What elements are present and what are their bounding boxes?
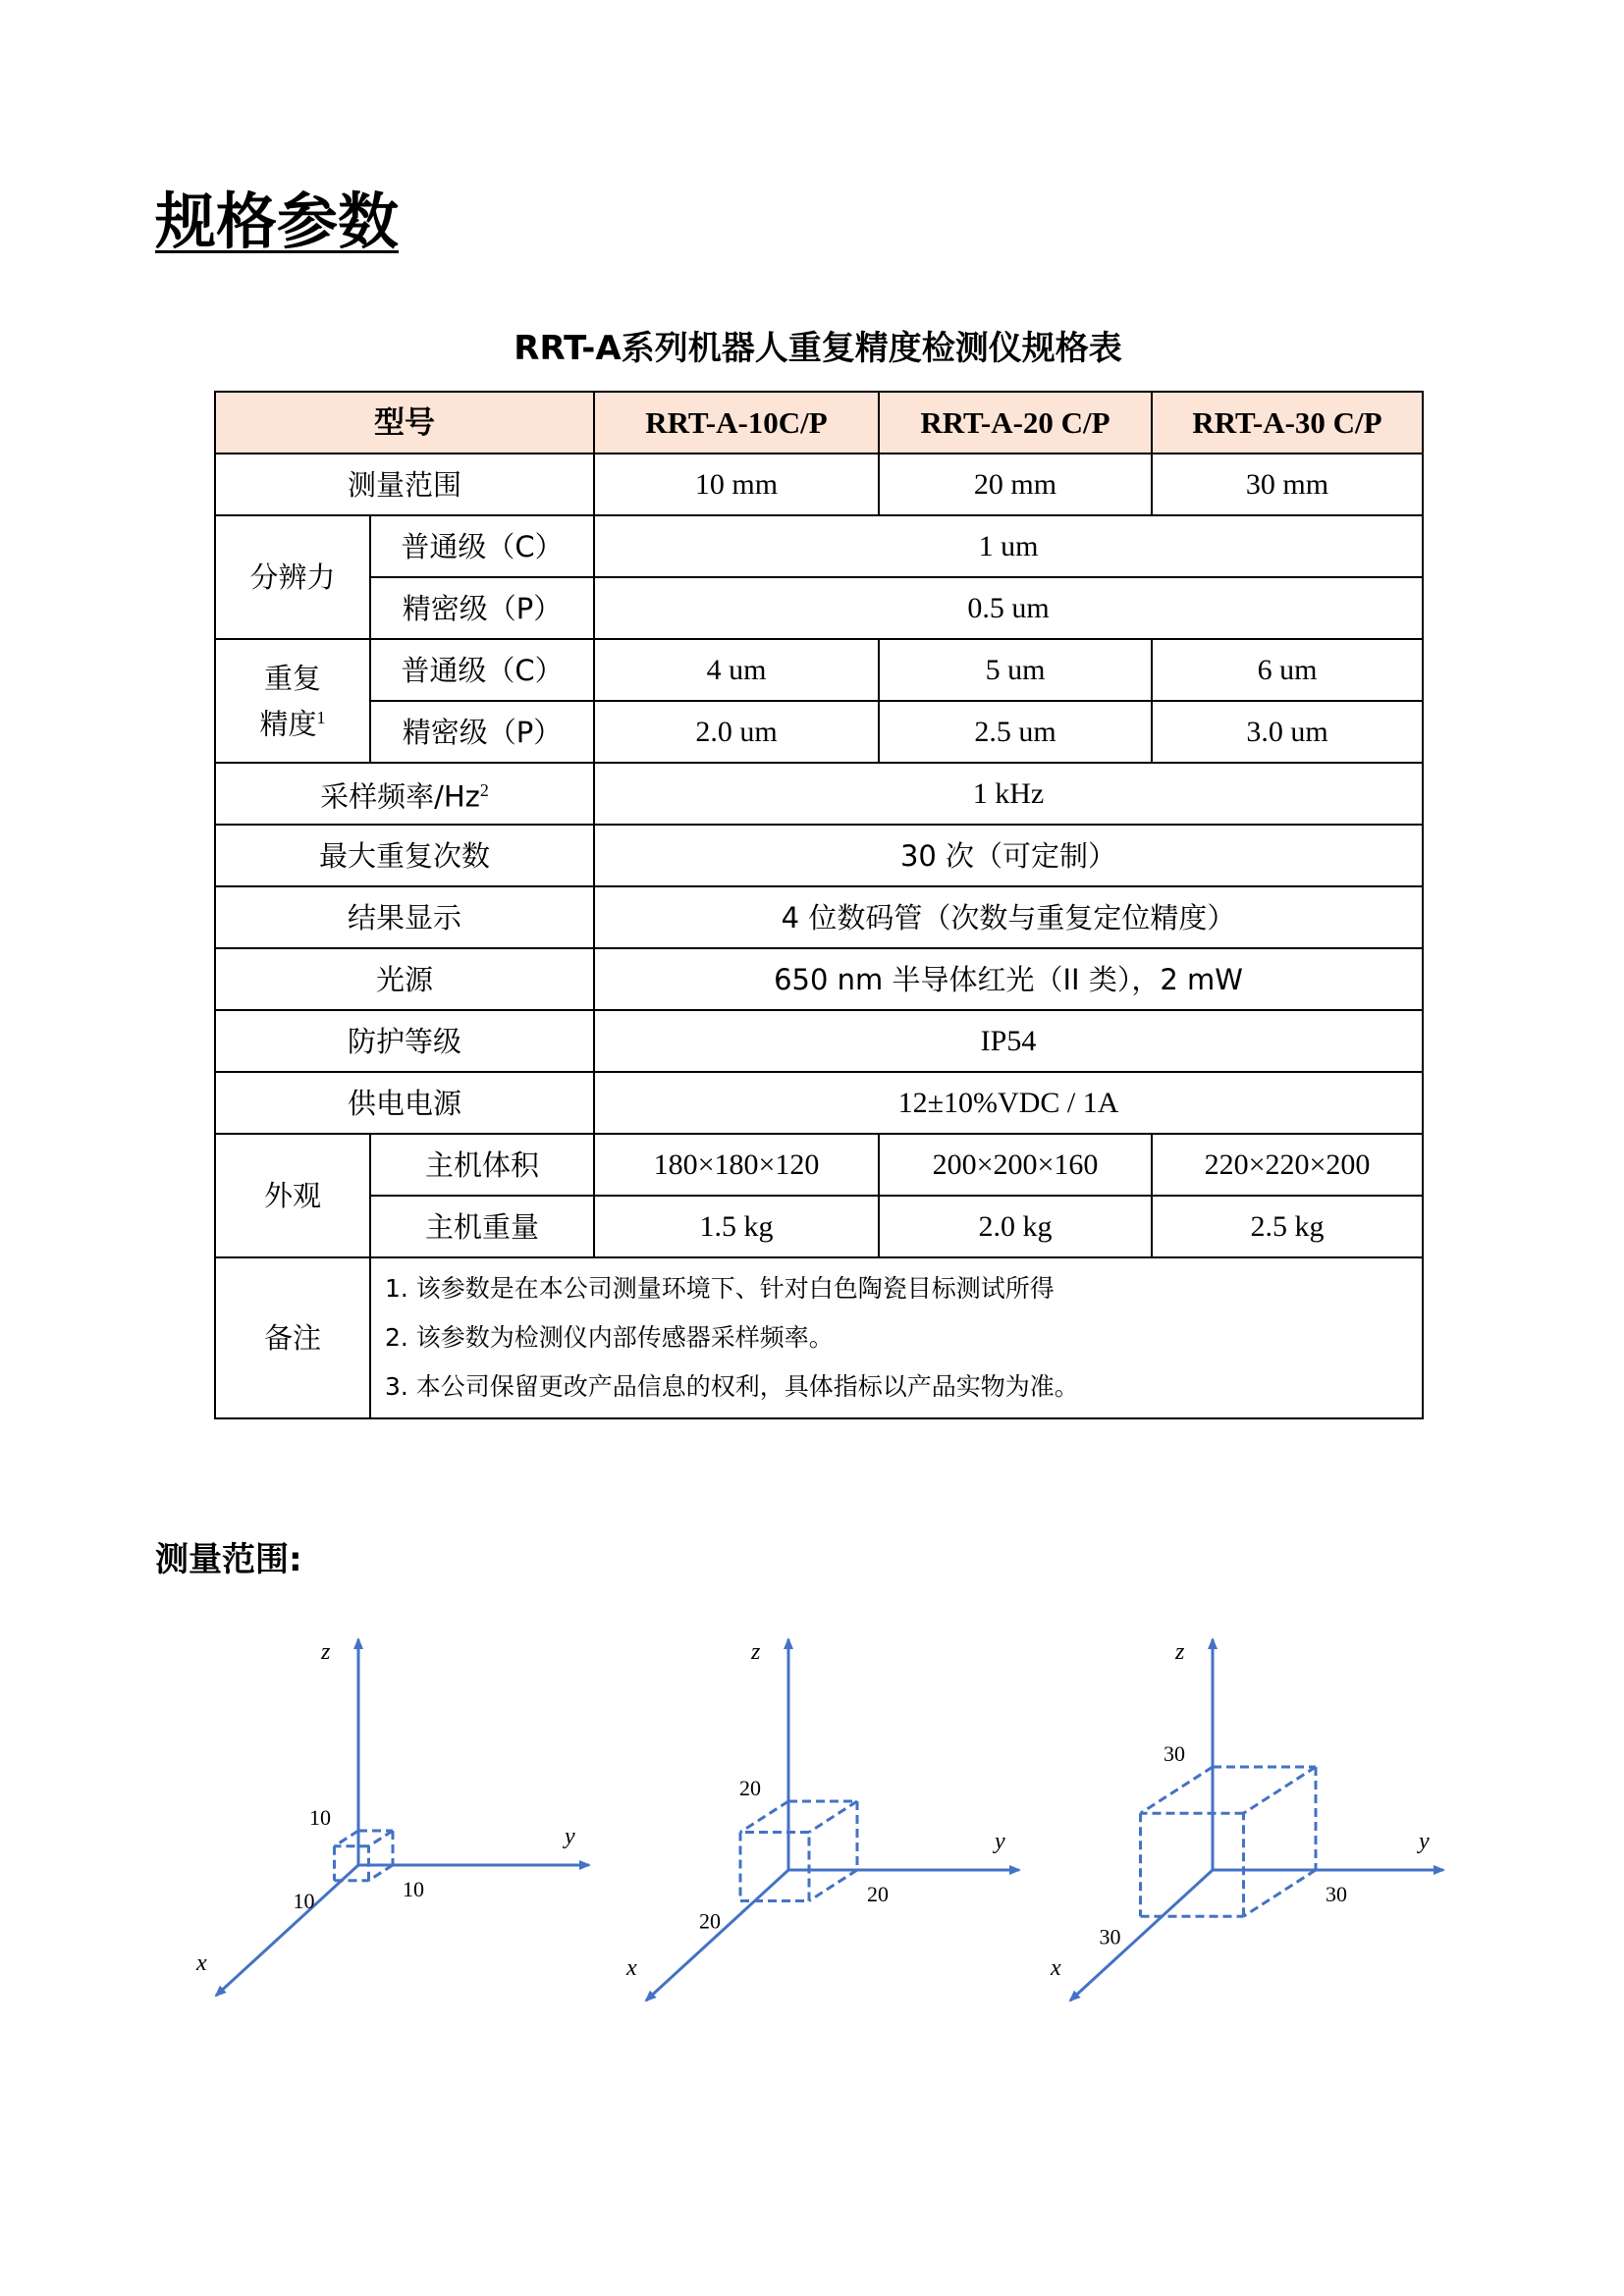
header-model-20: RRT-A-20 C/P <box>879 392 1152 454</box>
z-dimension-label: 30 <box>1164 1741 1185 1766</box>
sampling-footnote: 2 <box>479 780 489 801</box>
x-axis-label: x <box>626 1955 637 1981</box>
z-axis-label: z <box>321 1639 331 1665</box>
protection-value: IP54 <box>594 1010 1423 1072</box>
volume-10: 180×180×120 <box>594 1134 879 1196</box>
measure-range-10: 10 mm <box>594 454 879 515</box>
light-source-value: 650 nm 半导体红光（II 类），2 mW <box>594 948 1423 1010</box>
light-source-label: 光源 <box>215 948 594 1010</box>
header-model-10: RRT-A-10C/P <box>594 392 879 454</box>
header-model-label: 型号 <box>215 392 594 454</box>
diagram-30 <box>1050 1639 1443 2001</box>
y-axis-label: y <box>995 1829 1005 1854</box>
y-axis-label: y <box>1419 1829 1430 1854</box>
diagram-20 <box>625 1639 1019 2001</box>
z-dimension-label: 10 <box>309 1805 331 1830</box>
repeatability-normal-label: 普通级（C） <box>370 639 594 701</box>
repeatability-precise-label: 精密级（P） <box>370 701 594 763</box>
display-value: 4 位数码管（次数与重复定位精度） <box>594 886 1423 948</box>
volume-label: 主机体积 <box>370 1134 594 1196</box>
measure-range-20: 20 mm <box>879 454 1152 515</box>
x-dimension-label: 10 <box>293 1888 315 1913</box>
x-axis-label: x <box>1051 1955 1061 1981</box>
z-axis-label: z <box>1175 1639 1185 1665</box>
measure-range-label: 测量范围 <box>215 454 594 515</box>
z-dimension-label: 20 <box>739 1776 761 1800</box>
max-repeats-label: 最大重复次数 <box>215 825 594 886</box>
cube-edge <box>1141 1767 1214 1813</box>
cube-edge <box>1244 1870 1317 1916</box>
cube-edge <box>1244 1767 1317 1813</box>
measure-range-30: 30 mm <box>1152 454 1423 515</box>
repeatability-label-line1: 重复 <box>263 661 321 695</box>
resolution-normal-label: 普通级（C） <box>370 515 594 577</box>
power-label: 供电电源 <box>215 1072 594 1134</box>
weight-label: 主机重量 <box>370 1196 594 1257</box>
note-item-1: 1. 该参数是在本公司测量环境下、针对白色陶瓷目标测试所得 <box>385 1274 1055 1303</box>
y-dimension-label: 20 <box>867 1882 889 1906</box>
repeatability-normal-30: 6 um <box>1152 639 1423 701</box>
repeatability-normal-10: 4 um <box>594 639 879 701</box>
resolution-normal-value: 1 um <box>594 515 1423 577</box>
power-value: 12±10%VDC / 1A <box>594 1072 1423 1134</box>
x-dimension-label: 30 <box>1099 1924 1121 1949</box>
repeatability-precise-10: 2.0 um <box>594 701 879 763</box>
diagram-10 <box>195 1639 589 1996</box>
volume-30: 220×220×200 <box>1152 1134 1423 1196</box>
y-dimension-label: 10 <box>403 1877 424 1901</box>
repeatability-precise-20: 2.5 um <box>879 701 1152 763</box>
resolution-precise-label: 精密级（P） <box>370 577 594 639</box>
weight-20: 2.0 kg <box>879 1196 1152 1257</box>
x-axis <box>646 1870 788 2001</box>
notes-label: 备注 <box>215 1257 370 1418</box>
resolution-label: 分辨力 <box>215 515 370 639</box>
cube-edge <box>369 1865 394 1881</box>
resolution-precise-value: 0.5 um <box>594 577 1423 639</box>
cube-edge <box>740 1801 788 1833</box>
x-axis <box>216 1865 358 1996</box>
weight-30: 2.5 kg <box>1152 1196 1423 1257</box>
note-item-3: 3. 本公司保留更改产品信息的权利，具体指标以产品实物为准。 <box>385 1372 1079 1401</box>
cube-edge <box>809 1870 857 1901</box>
appearance-label: 外观 <box>215 1134 370 1257</box>
page-heading: 规格参数 <box>155 186 400 257</box>
display-label: 结果显示 <box>215 886 594 948</box>
y-dimension-label: 30 <box>1326 1882 1347 1906</box>
z-axis-label: z <box>751 1639 761 1665</box>
y-axis-label: y <box>565 1824 575 1849</box>
repeatability-normal-20: 5 um <box>879 639 1152 701</box>
volume-20: 200×200×160 <box>879 1134 1152 1196</box>
section-heading-measure-range: 测量范围: <box>155 1540 302 1579</box>
cube-edge <box>809 1801 857 1833</box>
x-axis-label: x <box>196 1950 207 1976</box>
header-model-30: RRT-A-30 C/P <box>1152 392 1423 454</box>
protection-label: 防护等级 <box>215 1010 594 1072</box>
sampling-label: 采样频率/Hz$^2$ <box>215 763 594 825</box>
table-title: RRT-A系列机器人重复精度检测仪规格表 <box>514 329 1122 368</box>
max-repeats-value: 30 次（可定制） <box>594 825 1423 886</box>
sampling-value: 1 kHz <box>594 763 1423 825</box>
cube-edge <box>369 1831 394 1846</box>
x-dimension-label: 20 <box>699 1908 721 1934</box>
note-item-2: 2. 该参数为检测仪内部传感器采样频率。 <box>385 1323 834 1352</box>
repeatability-precise-30: 3.0 um <box>1152 701 1423 763</box>
weight-10: 1.5 kg <box>594 1196 879 1257</box>
cube-edge <box>335 1831 359 1846</box>
repeatability-label-line2: 精度$^1$ <box>259 707 326 741</box>
repeatability-footnote: 1 <box>316 707 326 727</box>
